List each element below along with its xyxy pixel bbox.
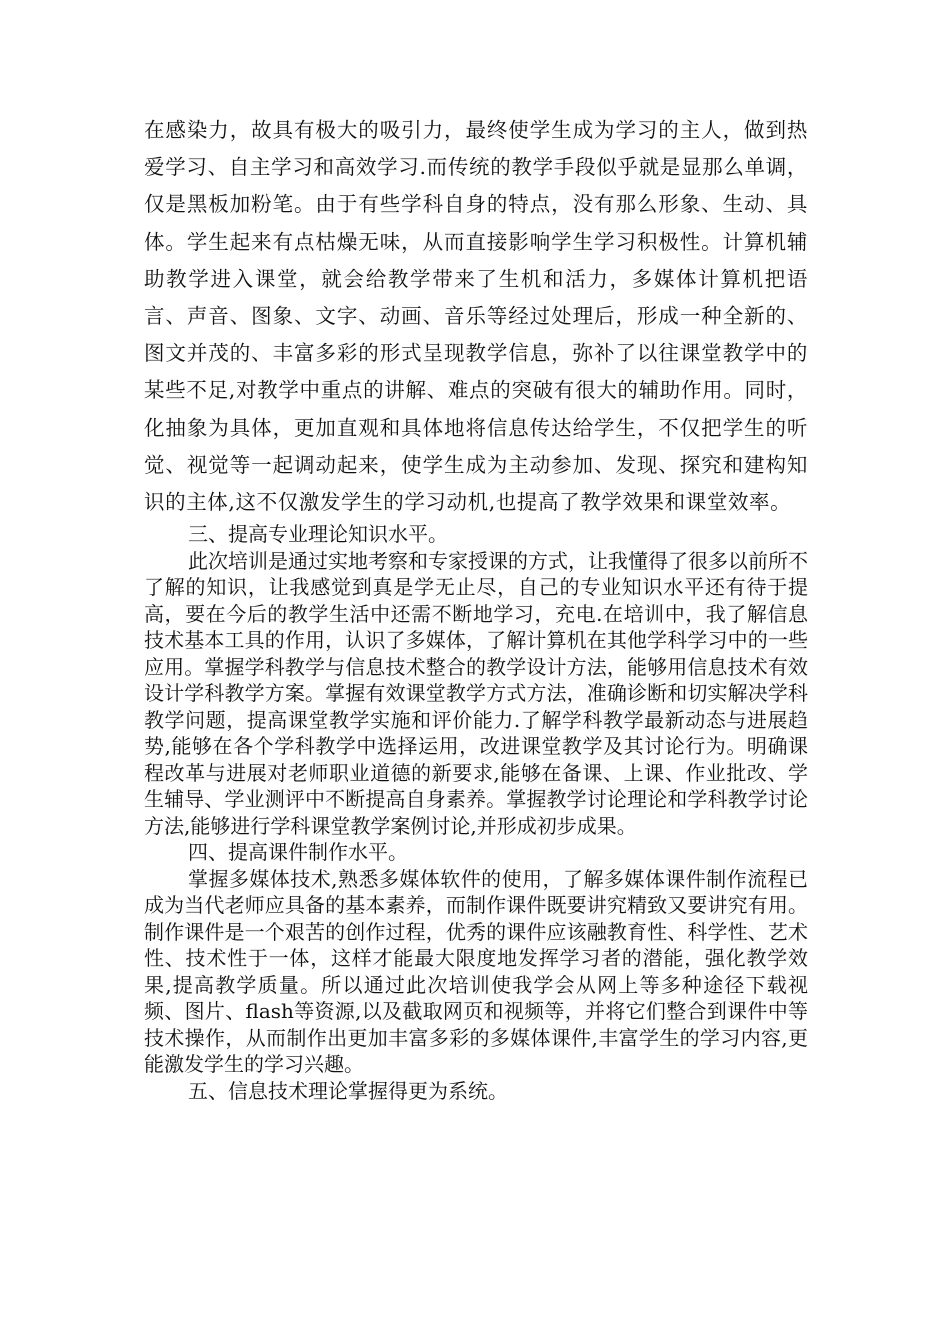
intro-paragraph: 在感染力，故具有极大的吸引力，最终使学生成为学习的主人，做到热爱学习、自主学习和高效学习.而传统的教学手段似乎就是显那么单调，仅是黑板加粉笔。由于有些学科自身的特点，没有那么形象、生动、具体。学生起来有点枯燥无味，从而直接影响学生学习积极性。计算机辅助教学进入课堂，就会给教学带来了生机和活力，多媒体计算机把语言、声音、图象、文字、动画、音乐等经过处理后，形成一种全新的、图文并茂的、丰富多彩的形式呈现教学信息，弥补了以往课堂教学中的某些不足,对教学中重点的讲解、难点的突破有很大的辅助作用。同时，化抽象为具体，更加直观和具体地将信息传达给学生，不仅把学生的听觉、视觉等一起调动起来，使学生成为主动参加、发现、探究和建构知识的主体,这不仅激发学生的学习动机,也提高了教学效果和课堂效率。 <box>144 118 808 515</box>
document-page <box>144 112 808 1104</box>
section-3-heading: 三、提高专业理论知识水平。 <box>188 522 448 547</box>
section-4-heading: 四、提高课件制作水平。 <box>188 840 408 865</box>
section-3-paragraph: 此次培训是通过实地考察和专家授课的方式，让我懂得了很多以前所不了解的知识，让我感觉到真是学无止尽，自己的专业知识水平还有待于提高，要在今后的教学生活中还需不断地学习，充电.在培训中，我了解信息技术基本工具的作用，认识了多媒体，了解计算机在其他学科学习中的一些应用。掌握学科教学与信息技术整合的教学设计方法，能够用信息技术有效设计学科教学方案。掌握有效课堂教学方式方法，准确诊断和切实解决学科教学问题，提高课堂教学实施和评价能力.了解学科教学最新动态与进展趋势,能够在各个学科教学中选择运用，改进课堂教学及其讨论行为。明确课程改革与进展对老师职业道德的新要求,能够在备课、上课、作业批改、学生辅导、学业测评中不断提高自身素养。掌握教学讨论理论和学科教学讨论方法,能够进行学科课堂教学案例讨论,并形成初步成果。 <box>144 548 808 838</box>
section-5-heading: 五、信息技术理论掌握得更为系统。 <box>188 1078 508 1103</box>
section-4-paragraph: 掌握多媒体技术,熟悉多媒体软件的使用，了解多媒体课件制作流程已成为当代老师应具备的基本素养，而制作课件既要讲究精致又要讲究有用。制作课件是一个艰苦的创作过程，优秀的课件应该融教育性、科学性、艺术性、技术性于一体，这样才能最大限度地发挥学习者的潜能，强化教学效果,提高教学质量。所以通过此次培训使我学会从网上等多种途径下载视频、图片、flash等资源,以及截取网页和视频等，并将它们整合到课件中等技术操作，从而制作出更加丰富多彩的多媒体课件,丰富学生的学习内容,更能激发学生的学习兴趣。 <box>144 866 808 1077</box>
